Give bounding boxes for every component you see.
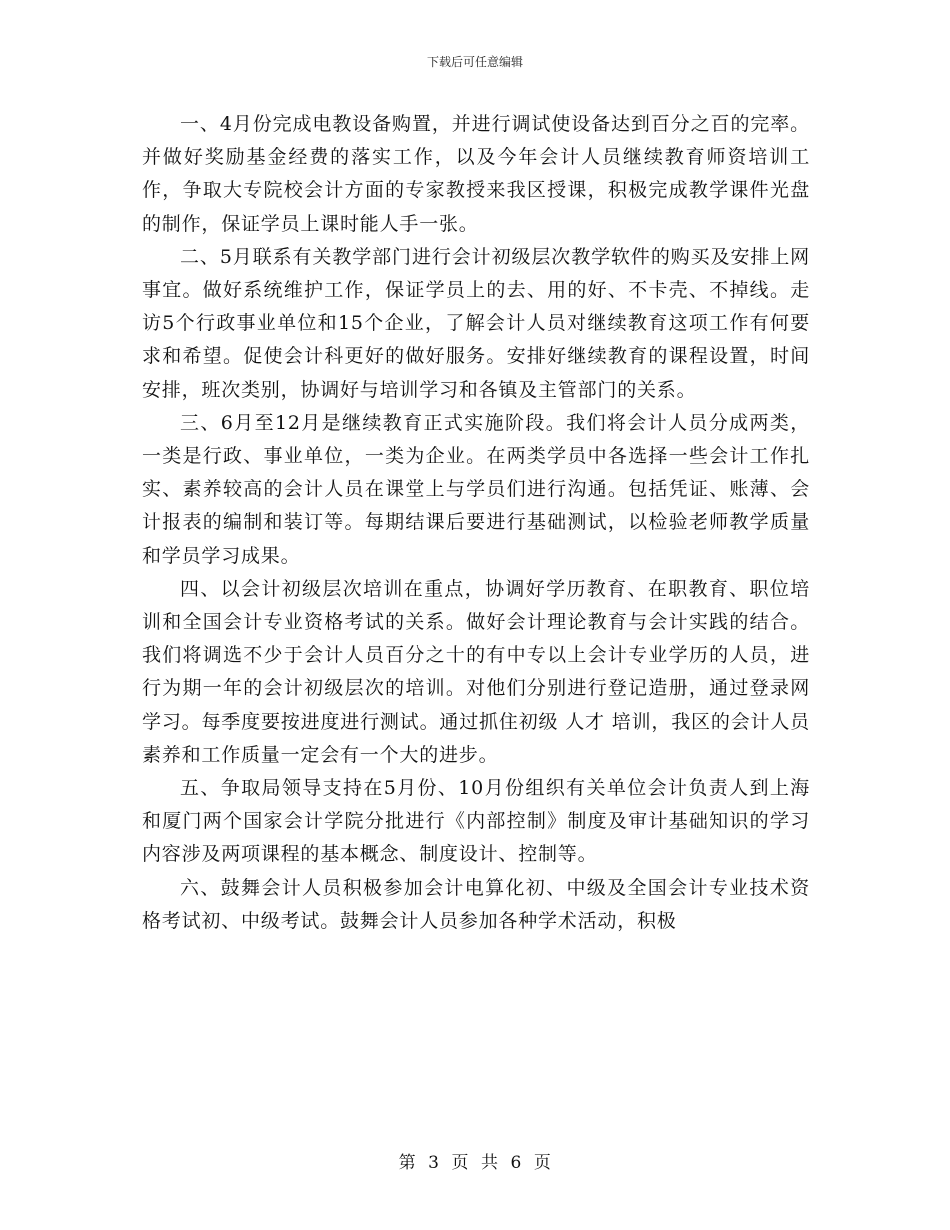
footer-total-pages: 6 (510, 1153, 522, 1173)
paragraph-6: 六、鼓舞会计人员积极参加会计电算化初、中级及全国会计专业技术资格考试初、中级考试。鼓舞会计人员参加各种学术活动，积极 (142, 876, 810, 932)
footer-page-word: 页 (451, 1153, 469, 1173)
paragraph-4: 四、以会计初级层次培训在重点，协调好学历教育、在职教育、职位培训和全国会计专业资格考试的关系。做好会计理论教育与会计实践的结合。我们将调选不少于会计人员百分之十的有中专以上会计专业学历的人员，进行为期一年的会计初级层次的培训。对他们分别进行登记造册，通过登录网学习。每季度要按进度进行测试。通过抓住初级 人才 培训，我区的会计人员素养和工作质量一定会有一个大的进步。 (142, 577, 810, 766)
document-body (142, 108, 810, 938)
footer-suffix: 页 (533, 1153, 552, 1173)
paragraph-2: 二、5月联系有关教学部门进行会计初级层次教学软件的购买及安排上网事宜。做好系统维护工作，保证学员上的去、用的好、不卡壳、不掉线。走访5个行政事业单位和15个企业，了解会计人员对继续教育这项工作有何要求和希望。促使会计科更好的做好服务。安排好继续教育的课程设置，时间安排，班次类别，协调好与培训学习和各镇及主管部门的关系。 (142, 245, 810, 401)
footer-total-word: 共 (481, 1153, 499, 1173)
footer-prefix: 第 (398, 1153, 417, 1173)
page-header-note: 下载后可任意编辑 (426, 55, 523, 69)
footer-current-page: 3 (428, 1153, 440, 1173)
page-number-footer (0, 1152, 950, 1174)
paragraph-3: 三、6月至12月是继续教育正式实施阶段。我们将会计人员分成两类，一类是行政、事业单位，一类为企业。在两类学员中各选择一些会计工作扎实、素养较高的会计人员在课堂上与学员们进行沟通。包括凭证、账薄、会计报表的编制和装订等。每期结课后要进行基础测试，以检验老师教学质量和学员学习成果。 (142, 411, 810, 567)
paragraph-1: 一、4月份完成电教设备购置，并进行调试使设备达到百分之百的完率。并做好奖励基金经费的落实工作，以及今年会计人员继续教育师资培训工作，争取大专院校会计方面的专家教授来我区授课，积极完成教学课件光盘的制作，保证学员上课时能人手一张。 (142, 113, 810, 235)
paragraph-5: 五、争取局领导支持在5月份、10月份组织有关单位会计负责人到上海和厦门两个国家会计学院分批进行《内部控制》制度及审计基础知识的学习内容涉及两项课程的基本概念、制度设计、控制等。 (142, 777, 810, 866)
